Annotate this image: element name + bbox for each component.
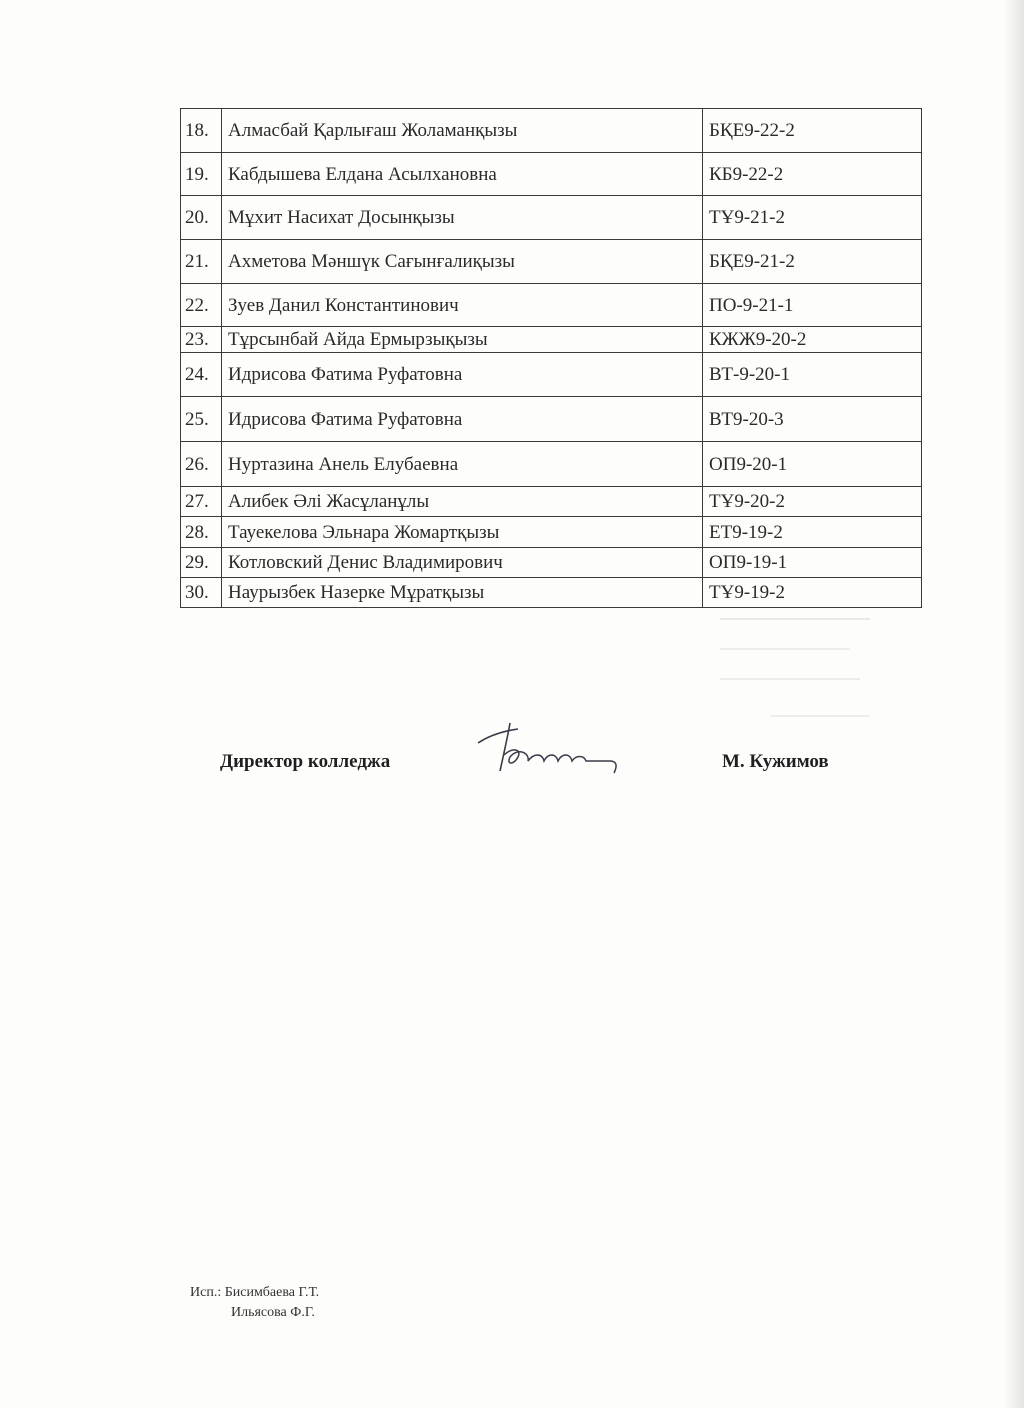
group-code: ТҰ9-20-2: [703, 487, 922, 517]
student-name: Нуртазина Анель Елубаевна: [222, 442, 703, 487]
bleed-through-mark: [720, 618, 870, 620]
table-row: [181, 153, 922, 196]
signature-block: [0, 705, 1024, 795]
student-name: Идрисова Фатима Руфатовна: [222, 397, 703, 442]
row-number: 19.: [181, 153, 222, 196]
student-name: Тұрсынбай Айда Ермырзықызы: [222, 327, 703, 353]
scan-edge-shadow: [1004, 0, 1024, 1408]
director-label: Директор колледжа: [220, 751, 391, 772]
group-code: ОП9-20-1: [703, 442, 922, 487]
row-number: 23.: [181, 327, 222, 353]
table-row: [181, 397, 922, 442]
row-number: 25.: [181, 397, 222, 442]
table-row: [181, 196, 922, 240]
table-row: [181, 548, 922, 578]
table-row: [181, 240, 922, 284]
executor-line: Ильясова Ф.Г.: [231, 1305, 315, 1320]
row-number: 30.: [181, 578, 222, 608]
student-name: Мұхит Насихат Досынқызы: [222, 196, 703, 240]
group-code: КЖЖ9-20-2: [703, 327, 922, 353]
bleed-through-mark: [720, 648, 850, 650]
bleed-through-mark: [720, 678, 860, 680]
student-name: Алмасбай Қарлығаш Жоламанқызы: [222, 109, 703, 153]
students-table: [180, 108, 922, 608]
student-name: Идрисова Фатима Руфатовна: [222, 353, 703, 397]
group-code: ВТ9-20-3: [703, 397, 922, 442]
table-row: [181, 109, 922, 153]
group-code: КБ9-22-2: [703, 153, 922, 196]
group-code: БҚЕ9-21-2: [703, 240, 922, 284]
student-name: Алибек Әлі Жасұланұлы: [222, 487, 703, 517]
executors-block: [190, 1283, 319, 1323]
group-code: ВТ-9-20-1: [703, 353, 922, 397]
student-name: Кабдышева Елдана Асылхановна: [222, 153, 703, 196]
row-number: 21.: [181, 240, 222, 284]
handwritten-signature: [460, 713, 630, 783]
group-code: ЕТ9-19-2: [703, 517, 922, 548]
row-number: 18.: [181, 109, 222, 153]
executor-line: Исп.: Бисимбаева Г.Т.: [190, 1285, 320, 1300]
group-code: ТҰ9-19-2: [703, 578, 922, 608]
group-code: ОП9-19-1: [703, 548, 922, 578]
row-number: 28.: [181, 517, 222, 548]
director-name: М. Кужимов: [722, 751, 829, 772]
table-row: [181, 517, 922, 548]
student-name: Зуев Данил Константинович: [222, 284, 703, 327]
row-number: 29.: [181, 548, 222, 578]
table-row: [181, 284, 922, 327]
group-code: ПО-9-21-1: [703, 284, 922, 327]
student-name: Тауекелова Эльнара Жомартқызы: [222, 517, 703, 548]
row-number: 24.: [181, 353, 222, 397]
group-code: БҚЕ9-22-2: [703, 109, 922, 153]
table-row: [181, 442, 922, 487]
student-name: Котловский Денис Владимирович: [222, 548, 703, 578]
row-number: 20.: [181, 196, 222, 240]
row-number: 26.: [181, 442, 222, 487]
group-code: ТҰ9-21-2: [703, 196, 922, 240]
row-number: 22.: [181, 284, 222, 327]
table-row: [181, 327, 922, 353]
table-row: [181, 487, 922, 517]
table-row: [181, 353, 922, 397]
student-name: Ахметова Мәншүк Сағынғалиқызы: [222, 240, 703, 284]
row-number: 27.: [181, 487, 222, 517]
student-name: Наурызбек Назерке Мұратқызы: [222, 578, 703, 608]
table-row: [181, 578, 922, 608]
